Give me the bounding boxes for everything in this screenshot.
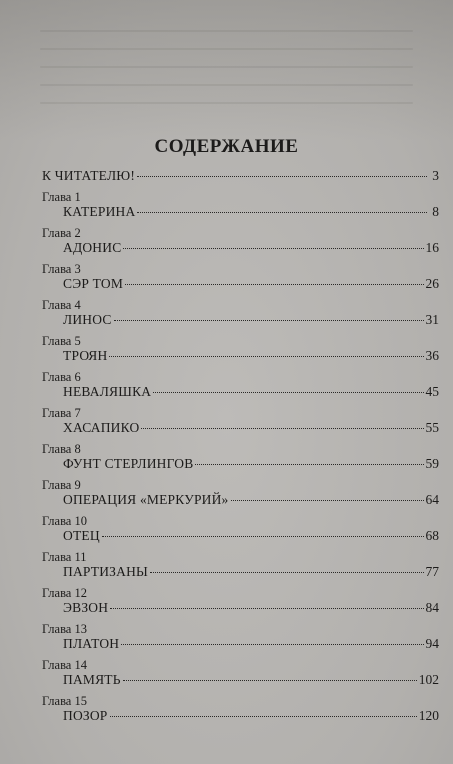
chapter-label: Глава 11 <box>42 550 87 564</box>
toc-entry-chapter-11[interactable] <box>42 564 439 586</box>
toc-page-number: 77 <box>425 564 439 579</box>
toc-entry-title: СЭР ТОМ <box>63 276 124 291</box>
toc-page-number: 59 <box>425 456 439 471</box>
toc-page-number: 55 <box>425 420 439 435</box>
toc-entry-chapter-5[interactable] <box>42 348 439 370</box>
toc-entry-title: ФУНТ СТЕРЛИНГОВ <box>63 456 194 471</box>
toc-page-number: 84 <box>425 600 439 615</box>
toc-entry-chapter-1[interactable] <box>42 204 439 226</box>
toc-entry-title: ОТЕЦ <box>63 528 100 543</box>
toc-page-number: 94 <box>425 636 439 651</box>
chapter-label: Глава 15 <box>42 694 87 708</box>
toc-entry-chapter-13[interactable] <box>42 636 439 658</box>
bleed-through-line <box>40 66 413 68</box>
toc-entry-title: ХАСАПИКО <box>63 420 140 435</box>
dot-leader <box>125 284 423 285</box>
toc-entry-chapter-4[interactable] <box>42 312 439 334</box>
toc-entry-chapter-10[interactable] <box>42 528 439 550</box>
dot-leader <box>123 680 417 681</box>
toc-page-number: 36 <box>425 348 439 363</box>
dot-leader <box>109 356 423 357</box>
dot-leader <box>110 608 423 609</box>
toc-page-number: 64 <box>425 492 439 507</box>
chapter-label: Глава 4 <box>42 298 81 312</box>
toc-entry-chapter-14[interactable] <box>42 672 439 694</box>
toc-entry-chapter-2[interactable] <box>42 240 439 262</box>
toc-entry-title: АДОНИС <box>63 240 122 255</box>
chapter-label: Глава 12 <box>42 586 87 600</box>
toc-page-number: 102 <box>418 672 439 687</box>
dot-leader <box>231 500 424 501</box>
toc-entry-title: ПЛАТОН <box>63 636 120 651</box>
toc-page-number: 3 <box>432 168 439 183</box>
dot-leader <box>121 644 423 645</box>
bleed-through-line <box>40 30 413 32</box>
chapter-label: Глава 13 <box>42 622 87 636</box>
dot-leader <box>123 248 423 249</box>
toc-entry-title: ПАРТИЗАНЫ <box>63 564 149 579</box>
toc-entry-title: ПАМЯТЬ <box>63 672 121 687</box>
toc-page-number: 45 <box>425 384 439 399</box>
toc-entry-title: К ЧИТАТЕЛЮ! <box>42 168 136 183</box>
toc-entry-chapter-3[interactable] <box>42 276 439 298</box>
toc-entry-title: ПОЗОР <box>63 708 108 723</box>
chapter-label: Глава 7 <box>42 406 81 420</box>
toc-entry-chapter-8[interactable] <box>42 456 439 478</box>
chapter-label: Глава 10 <box>42 514 87 528</box>
toc-entry-title: ТРОЯН <box>63 348 108 363</box>
toc-page-number: 26 <box>425 276 439 291</box>
toc-page-number: 68 <box>425 528 439 543</box>
chapter-label: Глава 5 <box>42 334 81 348</box>
toc-entry-title: НЕВАЛЯШКА <box>63 384 152 399</box>
toc-entry-chapter-7[interactable] <box>42 420 439 442</box>
toc-heading: СОДЕРЖАНИЕ <box>154 136 299 157</box>
dot-leader <box>114 320 424 321</box>
toc-page-number: 8 <box>432 204 439 219</box>
dot-leader <box>137 176 427 177</box>
toc-entry-chapter-15[interactable] <box>42 708 439 730</box>
chapter-label: Глава 3 <box>42 262 81 276</box>
chapter-label: Глава 8 <box>42 442 81 456</box>
toc-entry-title: ОПЕРАЦИЯ «МЕРКУРИЙ» <box>63 492 229 507</box>
dot-leader <box>102 536 424 537</box>
toc-page-number: 31 <box>425 312 439 327</box>
toc-entry-title: ЛИНОС <box>63 312 112 327</box>
dot-leader <box>137 212 427 213</box>
toc-entry-intro[interactable] <box>42 168 439 190</box>
toc-entry-chapter-9[interactable] <box>42 492 439 514</box>
toc-entry-title: КАТЕРИНА <box>63 204 136 219</box>
toc-entry-title: ЭВЗОН <box>63 600 109 615</box>
dot-leader <box>141 428 423 429</box>
bleed-through-line <box>40 48 413 50</box>
chapter-label: Глава 9 <box>42 478 81 492</box>
chapter-label: Глава 6 <box>42 370 81 384</box>
toc-page-number: 120 <box>418 708 439 723</box>
dot-leader <box>110 716 417 717</box>
bleed-through-line <box>40 102 413 104</box>
table-of-contents <box>42 168 439 730</box>
dot-leader <box>195 464 423 465</box>
chapter-label: Глава 2 <box>42 226 81 240</box>
toc-entry-chapter-6[interactable] <box>42 384 439 406</box>
dot-leader <box>150 572 423 573</box>
bleed-through-line <box>40 84 413 86</box>
toc-entry-chapter-12[interactable] <box>42 600 439 622</box>
chapter-label: Глава 1 <box>42 190 81 204</box>
chapter-label: Глава 14 <box>42 658 87 672</box>
dot-leader <box>153 392 423 393</box>
toc-page-number: 16 <box>425 240 439 255</box>
